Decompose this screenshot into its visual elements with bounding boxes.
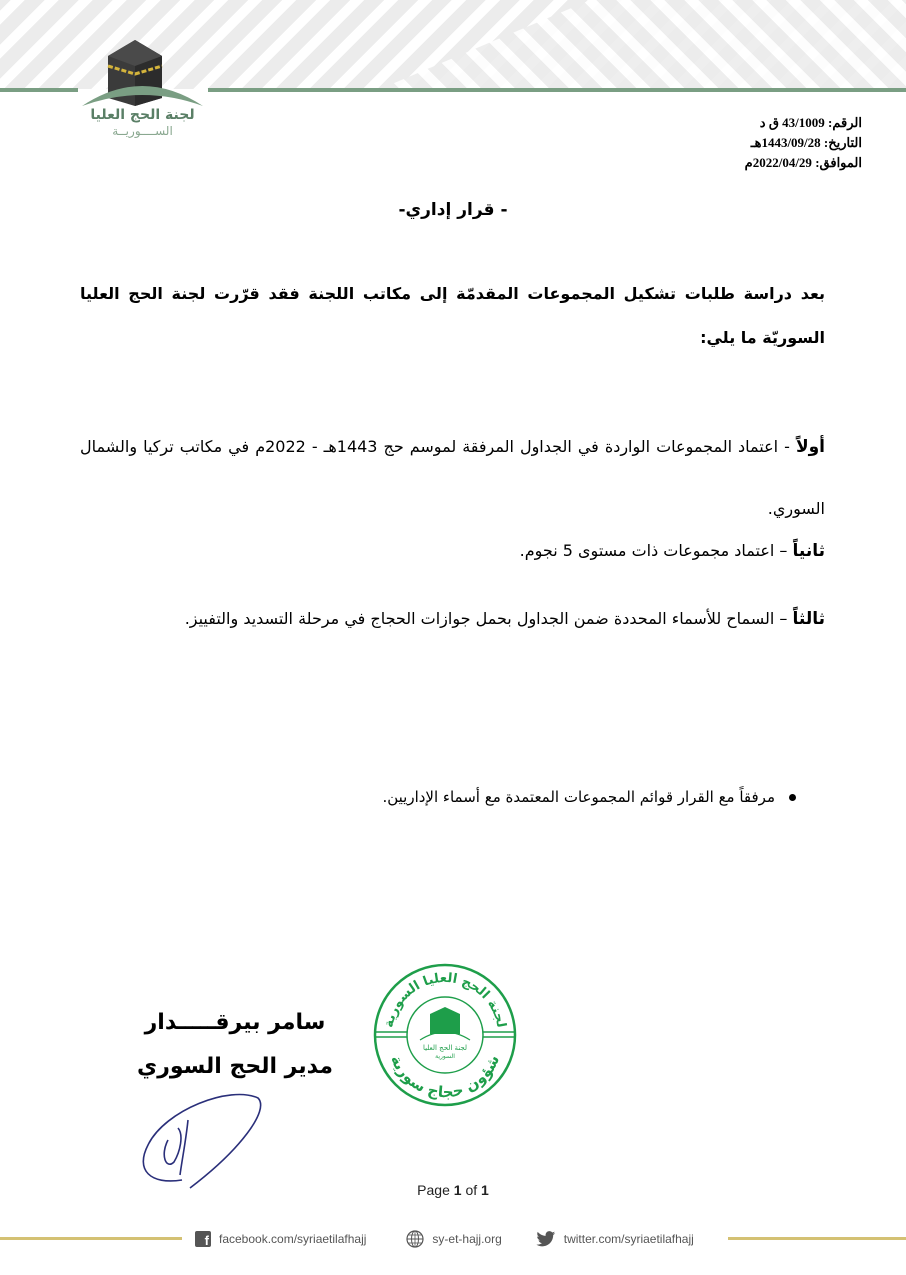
document-meta xyxy=(745,113,862,173)
gregorian-date xyxy=(745,153,862,173)
footer-links xyxy=(195,1228,725,1250)
attachment-note-text: مرفقاً مع القرار قوائم المجموعات المعتمدة مع أسماء الإداريين. xyxy=(382,788,775,806)
svg-text:السورية: السورية xyxy=(435,1053,455,1060)
website-link[interactable]: sy-et-hajj.org xyxy=(432,1232,502,1246)
logo-title: لجنة الحج العليا xyxy=(90,107,195,123)
handwritten-signature-icon xyxy=(130,1090,270,1190)
facebook-link[interactable]: facebook.com/syriaetilafhajj xyxy=(219,1232,367,1246)
bullet-icon xyxy=(789,794,796,801)
official-stamp-icon xyxy=(372,962,518,1108)
signatory-title: مدير الحج السوري xyxy=(137,1054,333,1079)
decision-item-label: ثانياً xyxy=(792,541,825,561)
reference-number-label: الرقم: xyxy=(828,115,862,130)
reference-number-value: 43/1009 ق د xyxy=(759,115,825,130)
footer-website[interactable] xyxy=(406,1230,501,1248)
gregorian-date-label: الموافق: xyxy=(815,155,862,170)
header-stripe-pattern-right xyxy=(380,0,906,89)
header-divider-left xyxy=(0,88,78,92)
hijri-date-value: 1443/09/28هـ xyxy=(750,135,821,150)
hijri-date xyxy=(745,133,862,153)
decision-item-third xyxy=(80,588,825,650)
attachment-note xyxy=(382,788,796,806)
footer-divider-right xyxy=(728,1237,906,1240)
document-title: - قرار إداري- xyxy=(398,200,508,220)
decision-item-text: السماح للأسماء المحددة ضمن الجداول بحمل جوازات الحجاج في مرحلة التسديد والتفييز. xyxy=(184,609,775,628)
decision-item-text: اعتماد مجموعات ذات مستوى 5 نجوم. xyxy=(519,541,775,560)
decision-item-label: ثالثاً xyxy=(792,609,825,629)
decision-item-separator: – xyxy=(774,541,793,560)
decision-item-label: أولاً xyxy=(795,437,825,457)
hijri-date-label: التاريخ: xyxy=(823,135,862,150)
twitter-link[interactable]: twitter.com/syriaetilafhajj xyxy=(563,1232,694,1246)
facebook-icon: f xyxy=(195,1231,211,1247)
logo-subtitle: الســــوريــة xyxy=(112,124,173,138)
gregorian-date-value: 2022/04/29م xyxy=(744,155,812,170)
footer-facebook[interactable] xyxy=(195,1231,366,1247)
reference-number xyxy=(745,113,862,133)
header-divider-right xyxy=(208,88,906,92)
globe-icon xyxy=(406,1230,424,1248)
page-number-current: 1 xyxy=(453,1182,462,1198)
decision-item-separator: – xyxy=(774,609,793,628)
footer-divider-left xyxy=(0,1237,182,1240)
decision-item-text: اعتماد المجموعات الواردة في الجداول المرفقة لموسم حج 1443هـ - 2022م في مكاتب تركيا والشمال السوري. xyxy=(80,437,825,518)
page-number-prefix: Page xyxy=(417,1182,454,1198)
page-number-of: of xyxy=(461,1182,482,1198)
footer-twitter[interactable] xyxy=(536,1231,694,1248)
svg-text:لجنة الحج العليا السورية: لجنة الحج العليا السورية xyxy=(381,970,509,1029)
svg-text:لجنة الحج العليا: لجنة الحج العليا xyxy=(422,1044,468,1052)
svg-text:شؤون حجاج سورية: شؤون حجاج سورية xyxy=(387,1051,504,1102)
decision-item-separator: - xyxy=(778,437,796,456)
page-number xyxy=(0,1182,906,1198)
signatory-name: سامر بيرقـــــدار xyxy=(144,1010,326,1035)
intro-paragraph: بعد دراسة طلبات تشكيل المجموعات المقدمّة إلى مكاتب اللجنة فقد قرّرت لجنة الحج العليا السوريّة ما يلي: xyxy=(80,284,825,347)
page-number-total: 1 xyxy=(481,1182,489,1198)
decision-item-second xyxy=(80,520,825,582)
twitter-icon xyxy=(536,1231,556,1248)
